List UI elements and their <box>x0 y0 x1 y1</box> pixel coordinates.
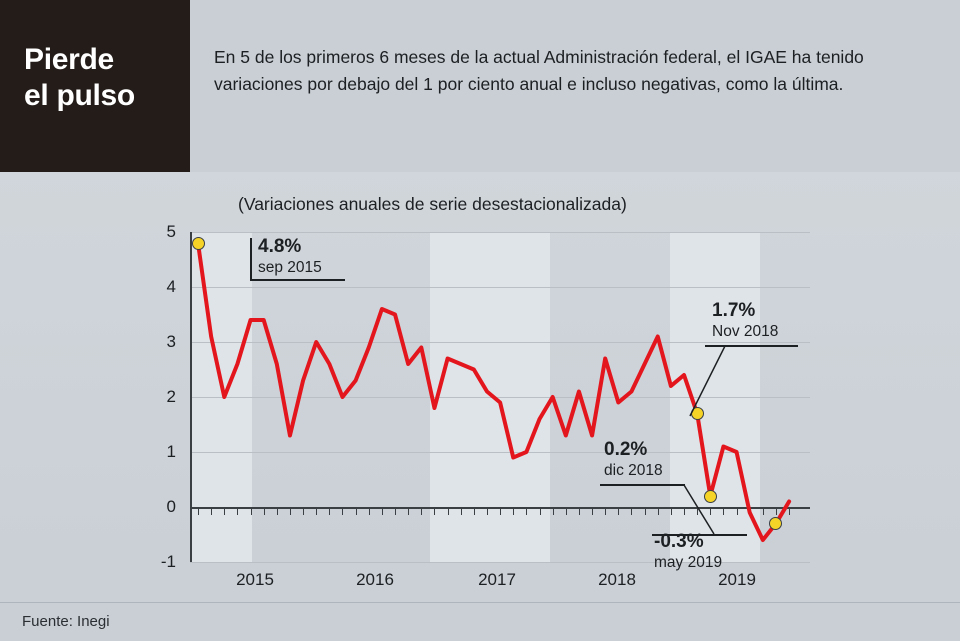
y-tick-label: 0 <box>166 497 176 516</box>
callout-rule-1 <box>250 238 252 280</box>
callout-value: 0.2% <box>604 439 648 460</box>
footer <box>0 602 960 641</box>
x-tick-label: 2017 <box>478 570 516 589</box>
callout-leader-2 <box>670 342 730 422</box>
callout-sep-2015 <box>258 236 322 278</box>
callout-underline-3 <box>600 484 685 486</box>
y-tick-label: 2 <box>166 387 176 406</box>
callout-value: 1.7% <box>712 300 756 321</box>
y-tick-label: 4 <box>166 277 176 296</box>
x-tick-label: 2018 <box>598 570 636 589</box>
callout-underline-1 <box>250 279 345 281</box>
y-tick-label: 1 <box>166 442 176 461</box>
callout-may-2019 <box>654 531 722 573</box>
y-tick-label: -1 <box>160 552 176 571</box>
callout-date: may 2019 <box>654 554 723 571</box>
callout-nov-2018 <box>712 300 778 342</box>
y-tick-label: 5 <box>166 222 176 241</box>
callout-dic-2018 <box>604 439 663 481</box>
callout-date: Nov 2018 <box>712 323 779 340</box>
source-note: Fuente: Inegi <box>22 613 110 630</box>
header <box>0 0 960 172</box>
x-tick-label: 2019 <box>718 570 756 589</box>
chart-container <box>0 172 960 602</box>
callout-date: dic 2018 <box>604 462 663 479</box>
plot-area <box>160 222 810 589</box>
deck-text: En 5 de los primeros 6 meses de la actual Administración federal, el IGAE ha tenido variaciones por debajo del 1 por ciento anual e incluso negativas, como la última. <box>214 47 864 94</box>
callout-date: sep 2015 <box>258 259 322 276</box>
callout-value: 4.8% <box>258 236 302 257</box>
x-tick-label: 2015 <box>236 570 274 589</box>
page-title: Pierde el pulso <box>24 43 135 112</box>
chart-subtitle: (Variaciones anuales de serie desestacionalizada) <box>238 194 627 214</box>
title-block <box>0 0 190 172</box>
y-tick-label: 3 <box>166 332 176 351</box>
callout-value: -0.3% <box>654 531 704 552</box>
data-point-marker <box>192 237 205 250</box>
x-tick-label: 2016 <box>356 570 394 589</box>
